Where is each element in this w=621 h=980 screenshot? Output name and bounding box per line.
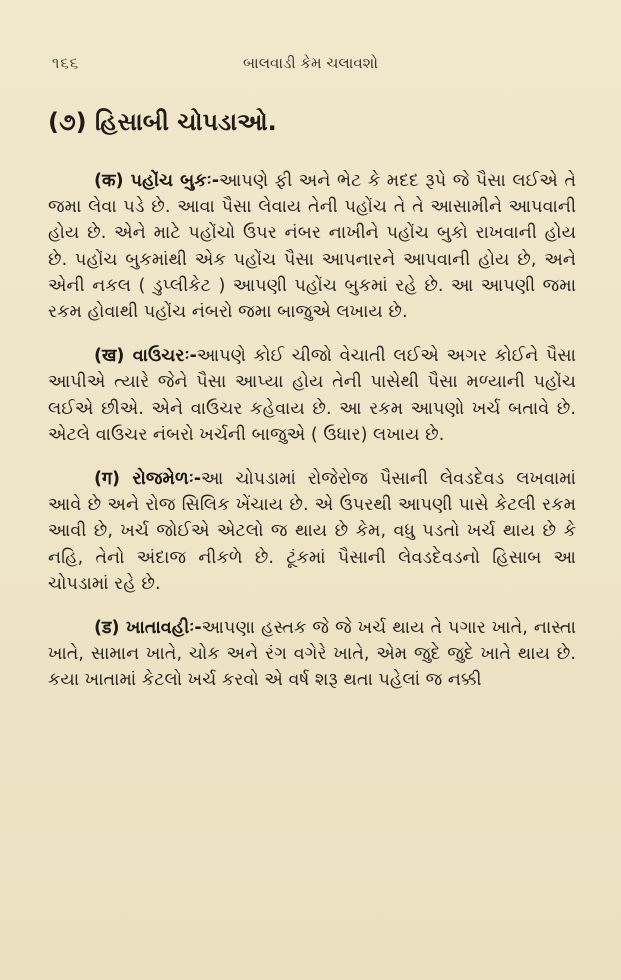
paragraph-voucher (48, 343, 576, 448)
running-title: બાલવાડી કેમ ચલાવશો (243, 54, 378, 72)
paragraph-receipt-book (48, 168, 576, 325)
paragraph-text: આ ચોપડામાં રોજેરોજ પૈસાની લેવડદેવડ લખવામાં આવે છે અને રોજ સિલિક ખેંચાય છે. એ ઉપરથી આપણી પાસે કેટલી રકમ આવી છે, ખર્ચ જોઈએ એટલો જ થાય છે કેમ, વધુ પડતો ખર્ચ થાય છે કે નહિ, તેનો અંદાજ નીકળે છે. ટૂંકમાં પૈસાની લેવડદેવડનો હિસાબ આ ચોપડામાં રહે છે. (48, 469, 576, 594)
page-number: ૧૬૬ (52, 54, 80, 72)
paragraph-label: (ख) વાઉચરઃ- (94, 346, 197, 367)
paragraph-label: (ड) ખાતાવહીઃ- (94, 618, 202, 639)
section-title: (૭) હિસાબી ચોપડાઓ. (48, 108, 277, 136)
paragraph-text: આપણે ફી અને ભેટ કે મદદ રૂપે જે પૈસા લઈએ તે જમા લેવા પડે છે. આવા પૈસા લેવાય તેની પહોંચ તે તે આસામીને આપવાની હોય છે. એને માટે પહોંચો ઉપર નંબર નાખીને પહોંચ બુકો રાખવાની હોય છે. પહોંચ બુકમાંથી એક પહોંચ પૈસા આપનારને આપવાની હોય છે, અને એની નકલ ( ડુપ્લીકેટ ) આપણી પહોંચ બુકમાં રહે છે. આ આપણી જમા રકમ હોવાથી પહોંચ નંબરો જમા બાજુએ લખાય છે. (48, 171, 576, 323)
paragraph-text: આપણે કોઈ ચીજો વેચાતી લઈએ અગર કોઈને પૈસા આપીએ ત્યારે જેને પૈસા આપ્યા હોય તેની પાસેથી પૈસા મળ્યાની પહોંચ લઈએ છીએ. એને વાઉચર કહેવાય છે. આ રકમ આપણો ખર્ચ બતાવે છે. એટલે વાઉચર નંબરો ખર્ચની બાજુએ ( ઉધાર) લખાય છે. (48, 346, 576, 445)
paragraph-label: (क) પહોંચ બુકઃ- (94, 171, 220, 191)
paragraph-ledger (48, 615, 576, 694)
paragraph-cash-book (48, 466, 576, 597)
paragraph-label: (ग) રોજમેળઃ- (94, 469, 202, 490)
page-body (48, 168, 576, 712)
page-header (40, 54, 581, 82)
paragraph-text: આપણા હસ્તક જે જે ખર્ચ થાય તે પગાર ખાતે, નાસ્તા ખાતે, સામાન ખાતે, ચોક અને રંગ વગેરે ખાતે, એમ જુદે જુદે ખાતે થાય છે. કયા ખાતામાં કેટલો ખર્ચ કરવો એ વર્ષ શરૂ થતા પહેલાં જ નક્કી (48, 618, 576, 691)
